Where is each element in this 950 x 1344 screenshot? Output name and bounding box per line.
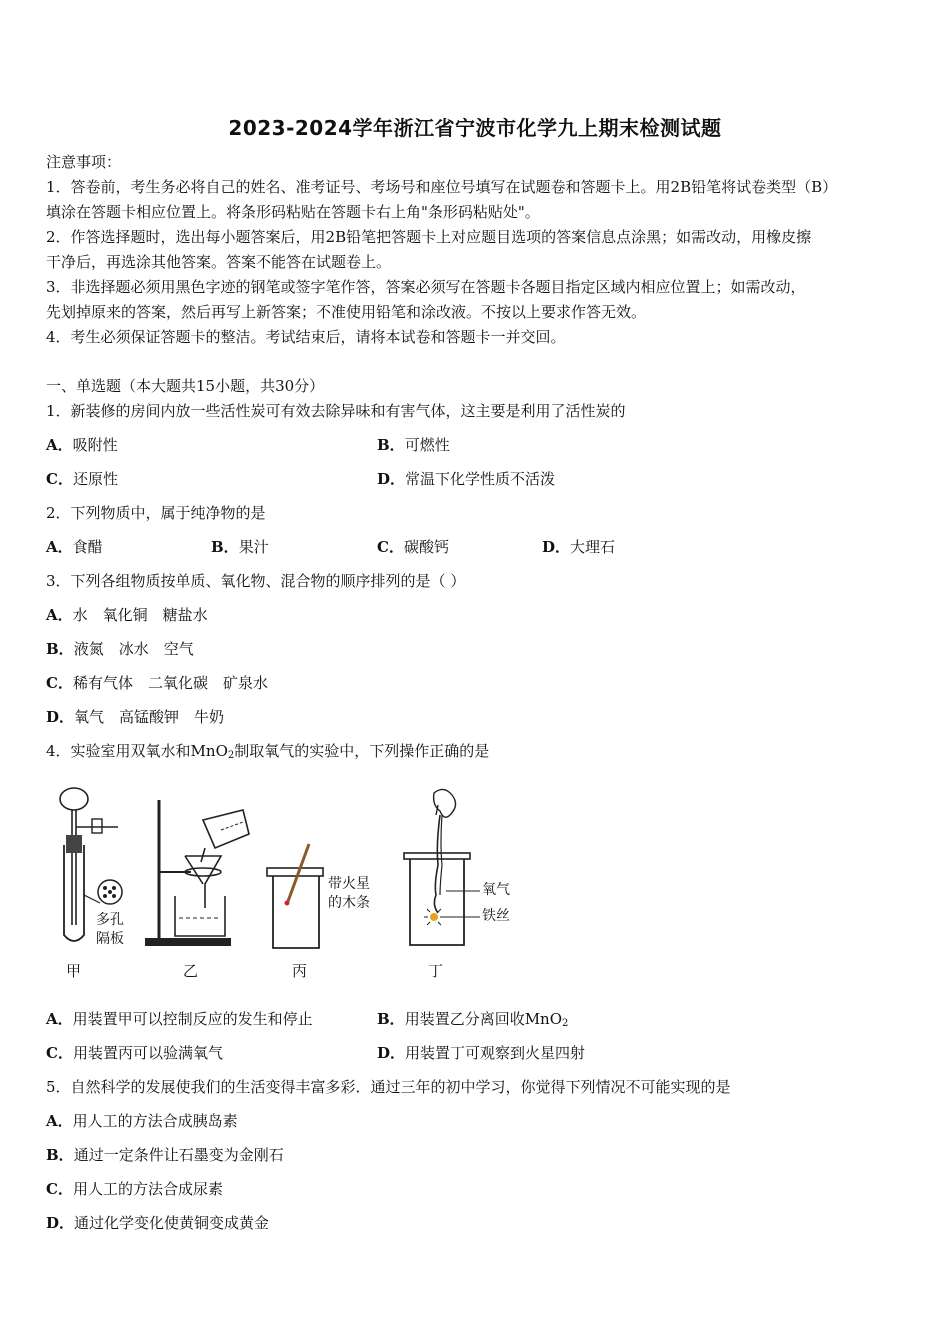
stem-text: 制取氧气的实验中，下列操作正确的是 — [234, 742, 490, 760]
option-text: 通过一定条件让石墨变为金刚石 — [73, 1146, 284, 1164]
notice-line: 3．非选择题必须用黑色字迹的钢笔或签字笔作答，答案必须写在答题卡各题目指定区域内相应位置上；如需改动， — [46, 278, 806, 296]
formula-subscript: 2 — [227, 750, 235, 761]
question-3-stem: 3．下列各组物质按单质、氧化物、混合物的顺序排列的是（ ） — [46, 572, 466, 590]
apparatus-bing-figure — [265, 840, 335, 950]
q3-option-d[interactable] — [46, 707, 224, 727]
notice-line: 干净后，再选涂其他答案。答案不能答在试题卷上。 — [46, 253, 392, 271]
option-text: 常温下化学性质不活泼 — [405, 470, 556, 488]
option-text: 可燃性 — [404, 436, 450, 454]
q4-option-c[interactable] — [46, 1043, 223, 1063]
figure-label-ding: 丁 — [428, 962, 444, 980]
question-2-stem: 2．下列物质中，属于纯净物的是 — [46, 504, 266, 522]
stopper — [66, 835, 82, 853]
stem-text: 4．实验室用双氧水和 — [46, 742, 191, 760]
q1-option-c[interactable] — [46, 469, 118, 489]
option-letter: C． — [46, 674, 73, 692]
q1-option-b[interactable] — [377, 435, 450, 455]
notice-line: 2．作答选择题时，选出每小题答案后，用2B铅笔把答题卡上对应题目选项的答案信息点涂黑；如需改动，用橡皮擦 — [46, 228, 812, 246]
q3-option-c[interactable] — [46, 673, 268, 693]
q4-option-b[interactable] — [377, 1009, 568, 1034]
apparatus-yi-figure — [145, 800, 255, 950]
option-text: 食醋 — [72, 538, 103, 556]
option-text: 大理石 — [570, 538, 616, 556]
option-letter: C． — [46, 1044, 73, 1062]
receiving-beaker — [175, 896, 225, 936]
option-letter: D． — [377, 1044, 406, 1062]
page-title: 2023-2024学年浙江省宁波市化学九上期末检测试题 — [228, 116, 722, 140]
option-text: 果汁 — [238, 538, 269, 556]
option-text: 用装置甲可以控制反应的发生和停止 — [72, 1010, 313, 1028]
option-letter: D． — [542, 538, 571, 556]
option-letter: B． — [377, 436, 405, 454]
option-letter: A． — [46, 1010, 73, 1028]
iron-wire — [434, 815, 440, 913]
option-text: 碳酸钙 — [403, 538, 449, 556]
q2-option-b[interactable] — [211, 537, 269, 557]
option-text: 用人工的方法合成尿素 — [72, 1180, 223, 1198]
label-porous: 多孔 — [96, 912, 124, 928]
option-letter: C． — [377, 538, 404, 556]
option-text: 用装置乙分离回收 — [404, 1010, 525, 1028]
option-text: 用装置丁可观察到火星四射 — [405, 1044, 586, 1062]
sparks — [430, 913, 438, 921]
option-letter: A． — [46, 606, 73, 624]
q4-option-a[interactable] — [46, 1009, 313, 1029]
figure-label-yi: 乙 — [183, 962, 199, 980]
gas-bottle — [273, 876, 319, 948]
clamp — [92, 819, 102, 833]
q1-option-d[interactable] — [377, 469, 555, 489]
notice-line: 填涂在答题卡相应位置上。将条形码粘贴在答题卡右上角"条形码粘贴处"。 — [46, 203, 540, 221]
option-text: 氧气 高锰酸钾 牛奶 — [74, 708, 225, 726]
stand-base — [145, 938, 231, 946]
option-letter: C． — [46, 470, 73, 488]
formula-subscript: 2 — [562, 1018, 569, 1029]
funnel-bulb — [60, 788, 88, 810]
apparatus-jia-figure — [50, 785, 140, 955]
q2-option-d[interactable] — [542, 537, 615, 557]
notice-line: 1．答卷前，考生务必将自己的姓名、准考证号、考场号和座位号填写在试题卷和答题卡上。用2B铅笔将试卷类型（B） — [46, 178, 838, 196]
option-letter: D． — [46, 1214, 75, 1232]
bottle-cap — [267, 868, 323, 876]
option-letter: B． — [46, 640, 74, 658]
question-4-stem — [46, 741, 489, 766]
label-splint: 的木条 — [328, 895, 370, 911]
figure-label-jia: 甲 — [66, 962, 82, 980]
label-glowing: 带火星 — [328, 876, 370, 892]
q1-option-a[interactable] — [46, 435, 118, 455]
label-iron-wire: 铁丝 — [482, 908, 510, 924]
q5-option-c[interactable] — [46, 1179, 223, 1199]
notice-line: 4．考生必须保证答题卡的整洁。考试结束后，请将本试卷和答题卡一并交回。 — [46, 328, 566, 346]
pouring-beaker — [203, 810, 249, 848]
option-letter: B． — [377, 1010, 405, 1028]
question-1-stem: 1．新装修的房间内放一些活性炭可有效去除异味和有害气体，这主要是利用了活性炭的 — [46, 402, 626, 420]
option-text: 通过化学变化使黄铜变成黄金 — [74, 1214, 270, 1232]
option-letter: A． — [46, 436, 73, 454]
formula: MnO — [190, 742, 228, 760]
formula: MnO — [524, 1010, 563, 1028]
option-text: 用人工的方法合成胰岛素 — [72, 1112, 238, 1130]
q2-option-c[interactable] — [377, 537, 449, 557]
q3-option-b[interactable] — [46, 639, 194, 659]
figure-label-bing: 丙 — [292, 962, 308, 980]
option-text: 稀有气体 二氧化碳 矿泉水 — [72, 674, 268, 692]
label-plate: 隔板 — [96, 931, 124, 947]
q5-option-a[interactable] — [46, 1111, 238, 1131]
option-text: 水 氧化铜 糖盐水 — [72, 606, 208, 624]
apparatus-ding-figure — [400, 785, 490, 955]
option-text: 还原性 — [72, 470, 118, 488]
glowing-splint — [287, 844, 309, 904]
option-text: 吸附性 — [72, 436, 118, 454]
option-letter: B． — [46, 1146, 74, 1164]
notice-line: 先划掉原来的答案，然后再写上新答案；不准使用铅笔和涂改液。不按以上要求作答无效。 — [46, 303, 647, 321]
option-text: 液氮 冰水 空气 — [73, 640, 194, 658]
option-text: 用装置丙可以验满氧气 — [72, 1044, 223, 1062]
label-oxygen: 氧气 — [482, 882, 510, 898]
option-letter: A． — [46, 1112, 73, 1130]
q5-option-b[interactable] — [46, 1145, 284, 1165]
option-letter: D． — [46, 708, 75, 726]
q4-option-d[interactable] — [377, 1043, 585, 1063]
q5-option-d[interactable] — [46, 1213, 269, 1233]
notice-heading: 注意事项： — [46, 153, 122, 171]
q2-option-a[interactable] — [46, 537, 103, 557]
glass-rod — [201, 848, 205, 862]
question-5-stem: 5．自然科学的发展使我们的生活变得丰富多彩．通过三年的初中学习，你觉得下列情况不可能实现的是 — [46, 1078, 731, 1096]
q3-option-a[interactable] — [46, 605, 208, 625]
option-letter: D． — [377, 470, 406, 488]
test-tube — [64, 845, 84, 941]
option-letter: A． — [46, 538, 73, 556]
option-letter: C． — [46, 1180, 73, 1198]
option-letter: B． — [211, 538, 239, 556]
porous-plate-line — [84, 895, 100, 903]
section-heading: 一、单选题（本大题共15小题，共30分） — [46, 377, 325, 395]
